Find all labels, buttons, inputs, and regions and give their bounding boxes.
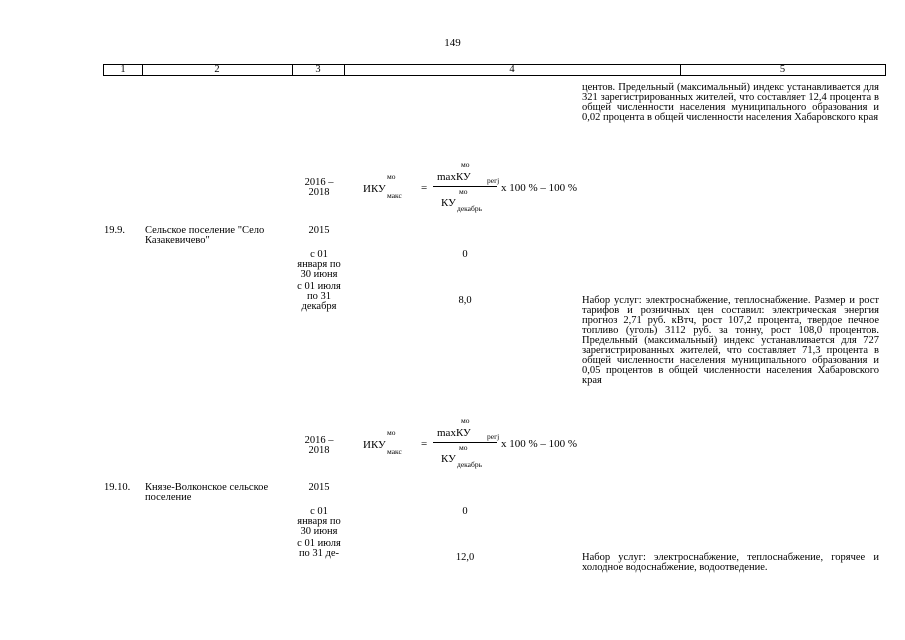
column-header-4: 4 [509,64,515,75]
index-value: 12,0 [455,552,475,563]
year-label: 2015 [308,225,330,236]
year-label: 2015 [308,482,330,493]
formula-numerator: maxКУ мо рeгj [437,416,500,441]
page-number: 149 [444,37,461,49]
formula-block [363,414,603,474]
formula-lhs: ИКУ мо макс [363,428,402,456]
formula-block [363,158,603,218]
column-header-3: 3 [315,64,321,75]
section-number: 19.9. [104,225,125,236]
formula-rhs: x 100 % – 100 % [501,438,578,450]
section-number: 19.10. [104,482,131,493]
previous-section-continuation: центов. Предельный (максимальный) индекс устанавливается для 321 зарегистрированных жителей, что составляет 12,4 процента в общей численности населения муниципального образования и 0,02 процента в общей численности населения Хабаровского края [582,82,879,123]
column-header-5: 5 [779,64,786,75]
settlement-name: Князе-Волконское сельское поселение [145,482,269,503]
formula-equals: = [421,438,428,450]
index-value: 0 [462,249,468,260]
formula-lhs: ИКУ мо макс [363,172,402,200]
formula-equals: = [421,182,428,194]
column-header-row [103,64,886,76]
services-description: Набор услуг: электроснабжение, теплоснабжение, горячее и холодное водоснабжение, водоотведение. [582,552,879,573]
period-2016-2018: 2016 – 2018 [304,435,334,456]
period-second-half: с 01 июля по 31 де- [297,538,341,559]
period-first-half: с 01 января по 30 июня [297,249,341,280]
period-first-half: с 01 января по 30 июня [297,506,341,537]
index-value: 0 [462,506,468,517]
formula-rhs: x 100 % – 100 % [501,182,578,194]
column-header-1: 1 [120,64,126,75]
formula-denominator: КУ мо декабрь [441,443,482,469]
settlement-name: Сельское поселение "Село Казакевичево" [145,225,265,246]
formula-numerator: maxКУ мо рeгj [437,160,500,185]
services-description: Набор услуг: электроснабжение, теплоснабжение. Размер и рост тарифов и розничных цен составил: электрическая энергия прогноз 2,71 руб. кВтч, рост 107,2 процента, твердое печное топливо (уголь) 3112 руб. за тонну, рост 108,0 процентов. Предельный (максимальный) индекс устанавливается для 727 зарегистрированных жителей, что составляет 71,3 процента в общей численности населения муниципального образования и 0,05 процентов в общей численности населения Хабаровского края [582,295,879,386]
column-header-2: 2 [214,64,220,75]
index-value: 8,0 [458,295,472,306]
period-2016-2018: 2016 – 2018 [304,177,334,198]
period-second-half: с 01 июля по 31 декабря [297,281,341,312]
formula-denominator: КУ мо декабрь [441,187,482,213]
